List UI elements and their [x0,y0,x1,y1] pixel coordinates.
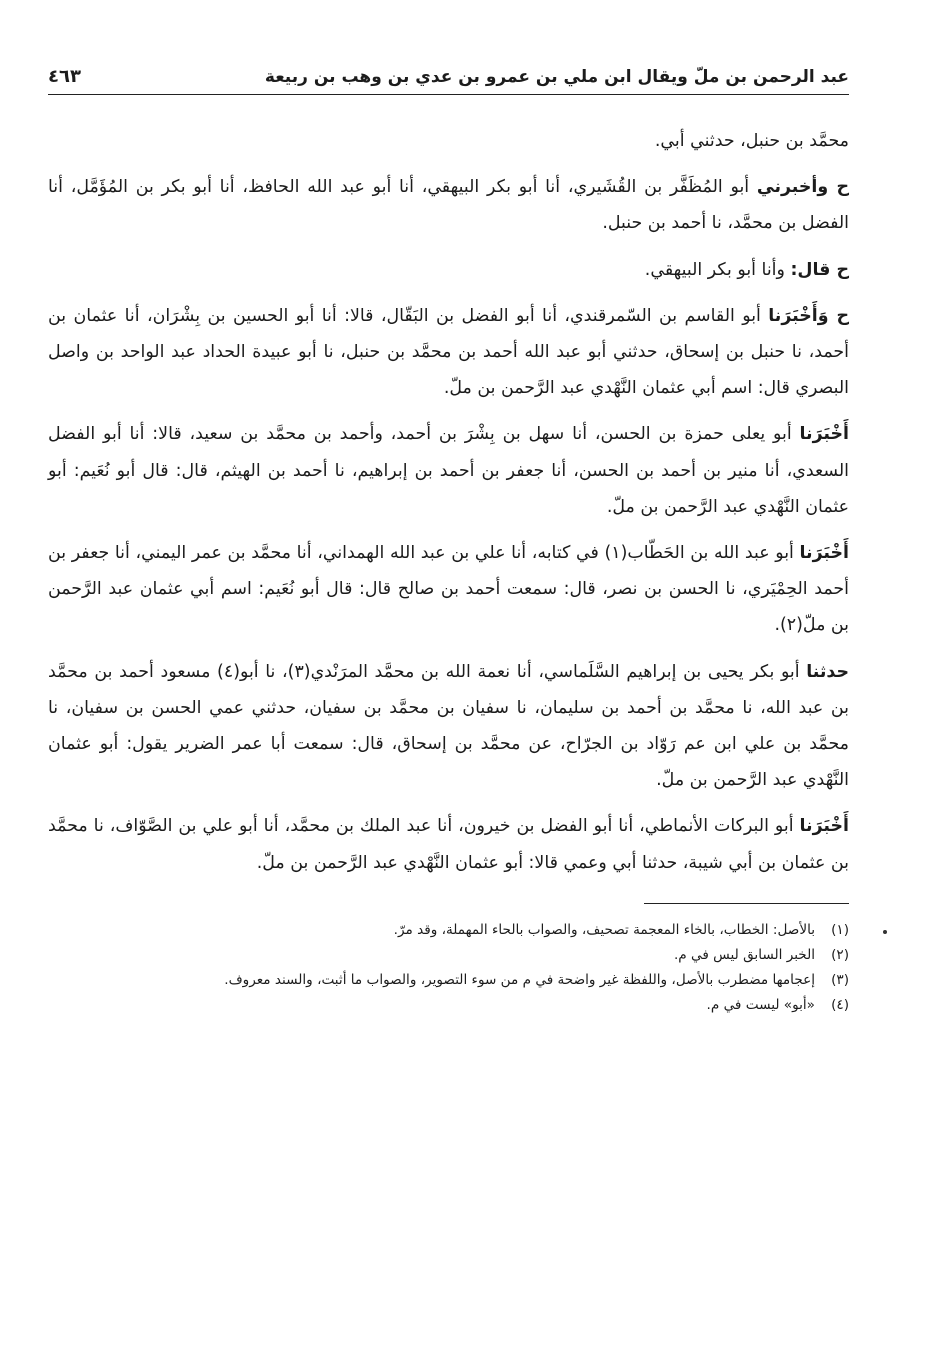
paragraph [48,416,849,525]
running-title: عبد الرحمن بن ملّ ويقال ابن ملي بن عمرو بن عدي بن وهب بن ربيعة [264,67,849,87]
footnote-number: (١) [831,921,849,938]
paragraph-text: أبو يعلى حمزة بن الحسن، أنا سهل بن بِشْرَ بن أحمد، وأحمد بن محمَّد بن سعيد، قالا: أنا أبو الفضل السعدي، أنا منير بن أحمد بن الحسن، أنا جعفر بن أحمد بن إبراهيم، نا أحمد بن الهيثم، قال: قال أبو نُعَيم: أبو عثمان النَّهْدي عبد الرَّحمن بن ملّ. [48,424,849,517]
paragraph-text: أبو المُظَفَّر بن القُشَيري، أنا أبو بكر البيهقي، أنا أبو عبد الله الحافظ، أنا أبو بكر بن المُؤَمَّل، أنا الفضل بن محمَّد، نا أحمد بن حنبل. [48,177,849,234]
footnote-text: «أبو» ليست في م. [706,996,815,1013]
footnote-text: بالأصل: الخطاب، بالخاء المعجمة تصحيف، والصواب بالحاء المهملة، وقد مرّ. [393,921,815,938]
footnote [48,993,849,1018]
paragraph-lead: ح وَأَخْبَرَنا [768,305,849,326]
footnote-text: إعجامها مضطرب بالأصل، واللفظة غير واضحة في م من سوء التصوير، والصواب ما أثبت، والسند معروف. [224,971,815,988]
footnote [48,943,849,968]
paragraph [48,654,849,799]
paragraph-lead: ح وأخبرني [756,177,849,198]
page-number: ٤٦٣ [48,66,81,87]
footnote-number: (٤) [831,996,849,1013]
paragraph [48,535,849,644]
footnote [48,968,849,993]
paragraph [48,123,849,159]
paragraph-text: أبو بكر يحيى بن إبراهيم السَّلَماسي، أنا نعمة الله بن محمَّد المرَنْدي(٣)، نا أبو(٤) مسعود أحمد بن محمَّد بن عبد الله، نا محمَّد بن أحمد بن سليمان، نا سفيان بن محمَّد بن سفيان، حدثني عمي الحسن بن سفيان، نا محمَّد بن علي ابن عم رَوّاد بن الجرّاح، عن محمَّد بن إسحاق، قال: سمعت أبا عمر الضرير يقول: أبو عثمان النَّهْدي عبد الرَّحمن بن ملّ. [48,661,849,791]
footnote-divider [644,903,849,904]
paragraph [48,298,849,407]
footnote [48,918,849,943]
paragraph-lead: ح قال: [790,259,849,280]
footnote-number: (٣) [831,971,849,988]
paragraph [48,252,849,288]
running-header [48,66,849,95]
margin-mark [883,930,887,934]
footnote-text: الخبر السابق ليس في م. [673,946,815,963]
paragraph-lead: حدثنا [806,661,849,682]
paragraph-text: أبو عبد الله بن الحَطّاب(١) في كتابه، أنا علي بن عبد الله الهمداني، أنا محمَّد بن عمر اليمني، أنا جعفر بن أحمد الحِمْيَري، نا الحسن بن نصر، قال: سمعت أحمد بن صالح قال: قال أبو نُعَيم: اسم أبي عثمان عبد الرَّحمن بن ملّ(٢). [48,543,849,636]
paragraph-text: أبو البركات الأنماطي، أنا أبو الفضل بن خيرون، أنا عبد الملك بن محمَّد، أنا أبو علي بن الصَّوّاف، نا محمَّد بن عثمان بن أبي شيبة، حدثنا أبي وعمي قالا: أبو عثمان النَّهْدي عبد الرَّحمن بن ملّ. [48,816,849,873]
paragraph-text: محمَّد بن حنبل، حدثني أبي. [654,131,849,151]
footnotes [48,918,849,1018]
footnote-number: (٢) [831,946,849,963]
paragraph [48,169,849,241]
paragraph-text: أبو القاسم بن السّمرقندي، أنا أبو الفضل بن البَقّال، قالا: أنا أبو الحسين بن بِشْرَان، أنا عثمان بن أحمد، نا حنبل بن إسحاق، حدثني أبو عبد الله أحمد بن محمَّد بن حنبل، نا أبو عبيدة الحداد عبد الواحد بن واصل البصري قال: اسم أبي عثمان النَّهْدي عبد الرَّحمن بن ملّ. [48,305,849,399]
paragraph-lead: أَخْبَرَنا [799,816,849,837]
paragraph-lead: أَخْبَرَنا [799,543,849,564]
body-text [48,123,849,881]
paragraph [48,808,849,880]
paragraph-lead: أَخْبَرَنا [799,424,849,445]
paragraph-text: وأنا أبو بكر البيهقي. [644,259,791,280]
